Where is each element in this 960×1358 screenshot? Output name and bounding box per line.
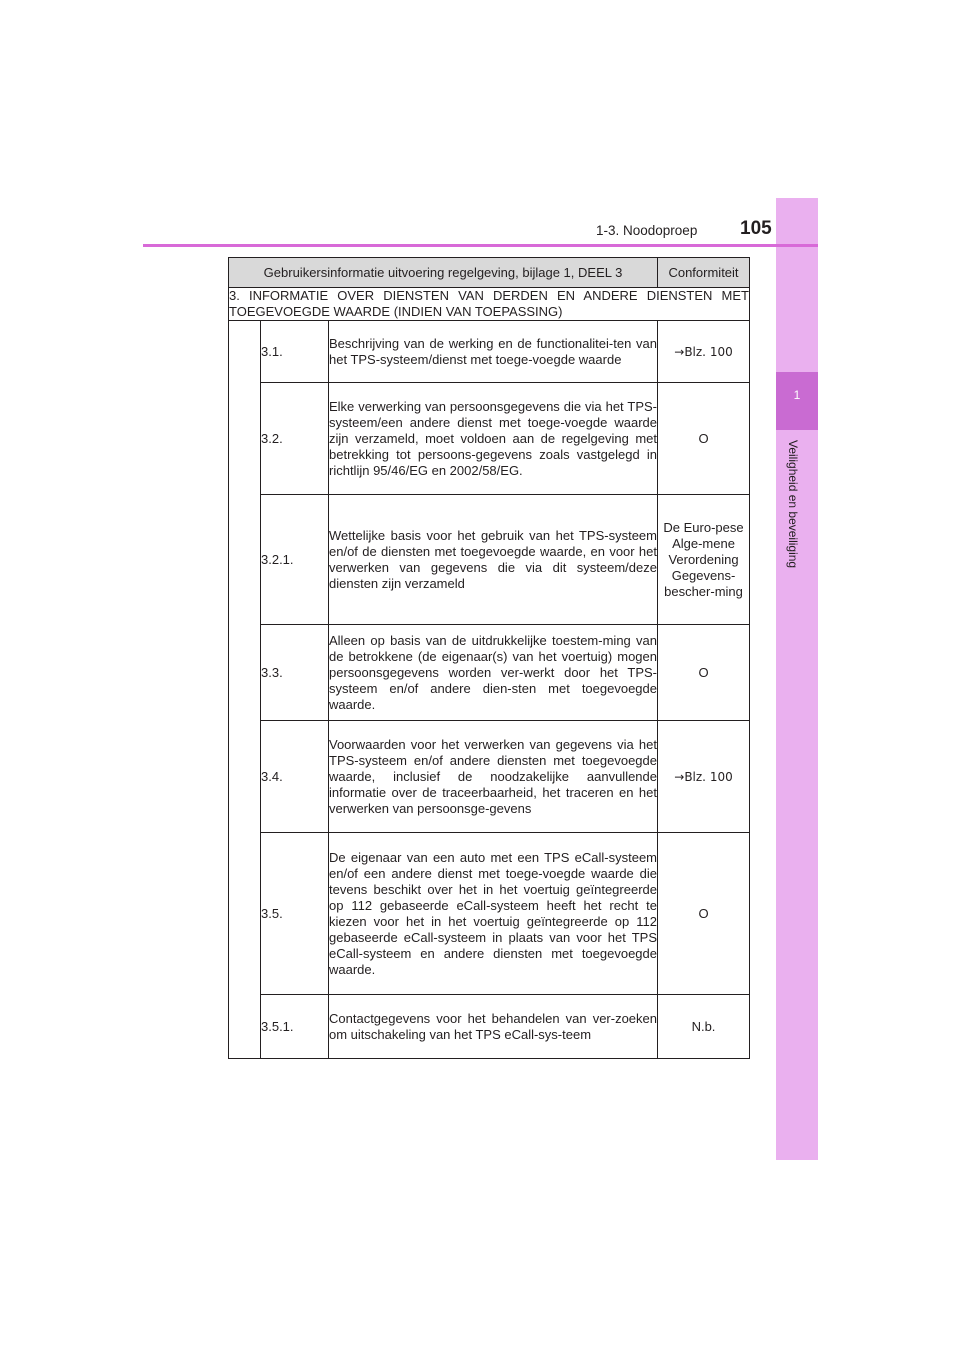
row-number: 3.2.1.	[261, 495, 329, 625]
row-description: Contactgegevens voor het behandelen van ver-zoeken om uitschakeling van het TPS eCall-sys-teem	[329, 995, 658, 1059]
row-number: 3.5.	[261, 833, 329, 995]
section-title: 1-3. Noodoproep	[596, 223, 698, 238]
row-conformity: O	[658, 383, 750, 495]
chapter-number: 1	[793, 388, 801, 402]
row-conformity: O	[658, 625, 750, 721]
table-header-row	[229, 258, 750, 288]
row-description: De eigenaar van een auto met een TPS eCall-systeem en/of een andere dienst met toege-voegde waarde die tevens beschikt over het in het voertuig geïntegreerde op 112 gebaseerde eCall-systeem heeft het recht te kiezen voor het in het voertuig geïntegreerde op 112 gebaseerde eCall-systeem in plaats van voor het TPS eCall-systeem en andere diensten met toegevoegde waarde.	[329, 833, 658, 995]
compliance-table	[228, 257, 750, 1059]
table-row	[229, 995, 750, 1059]
row-conformity[interactable]: →Blz. 100	[658, 721, 750, 833]
chapter-side-tab	[776, 198, 818, 1160]
row-number: 3.3.	[261, 625, 329, 721]
table-row	[229, 833, 750, 995]
page-number: 105	[740, 218, 772, 239]
column-header-conformity: Conformiteit	[658, 258, 750, 288]
row-description: Voorwaarden voor het verwerken van gegevens via het TPS-systeem en/of andere diensten met toegevoegde waarde, inclusief de noodzakelijke aanvullende informatie over de traceerbaarheid, het traceren en het verwerken van persoonsge-gevens	[329, 721, 658, 833]
table-row	[229, 321, 750, 383]
row-number: 3.2.	[261, 383, 329, 495]
table-row	[229, 495, 750, 625]
table-row	[229, 625, 750, 721]
row-number: 3.4.	[261, 721, 329, 833]
row-description: Beschrijving van de werking en de functionalitei-ten van het TPS-systeem/dienst met toege-voegde waarde	[329, 321, 658, 383]
row-description: Alleen op basis van de uitdrukkelijke toestem-ming van de betrokkene (de eigenaar(s) van het voertuig) mogen persoonsgegevens worden ver-werkt door het TPS-systeem en/of andere dien-sten met toegevoegde waarde.	[329, 625, 658, 721]
row-conformity: De Euro-pese Alge-mene Verordening Gegevens-bescher-ming	[658, 495, 750, 625]
row-description: Elke verwerking van persoonsgegevens die via het TPS-systeem/een andere dienst met toege-voegde waarde zijn verzameld, moet voldoen aan de regelgeving met betrekking tot persoons-gegevens zoals vastgelegd in richtlijn 95/46/EG en 2002/58/EG.	[329, 383, 658, 495]
row-number: 3.1.	[261, 321, 329, 383]
row-conformity: N.b.	[658, 995, 750, 1059]
column-header-info: Gebruikersinformatie uitvoering regelgeving, bijlage 1, DEEL 3	[229, 258, 658, 288]
indent-cell	[229, 321, 261, 1059]
section-heading: 3. INFORMATIE OVER DIENSTEN VAN DERDEN EN ANDERE DIENSTEN MET TOEGEVOEGDE WAARDE (INDIEN VAN TOEPASSING)	[229, 288, 749, 319]
table-row	[229, 383, 750, 495]
table-row	[229, 721, 750, 833]
row-number: 3.5.1.	[261, 995, 329, 1059]
row-description: Wettelijke basis voor het gebruik van het TPS-systeem en/of de diensten met toegevoegde waarde, en voor het verwerken van gegevens die via dit systeem/deze diensten zijn verzameld	[329, 495, 658, 625]
header-divider	[143, 244, 818, 247]
chapter-label: Veiligheid en beveiliging	[786, 440, 800, 569]
row-conformity[interactable]: →Blz. 100	[658, 321, 750, 383]
section-heading-row	[229, 288, 750, 321]
row-conformity: O	[658, 833, 750, 995]
